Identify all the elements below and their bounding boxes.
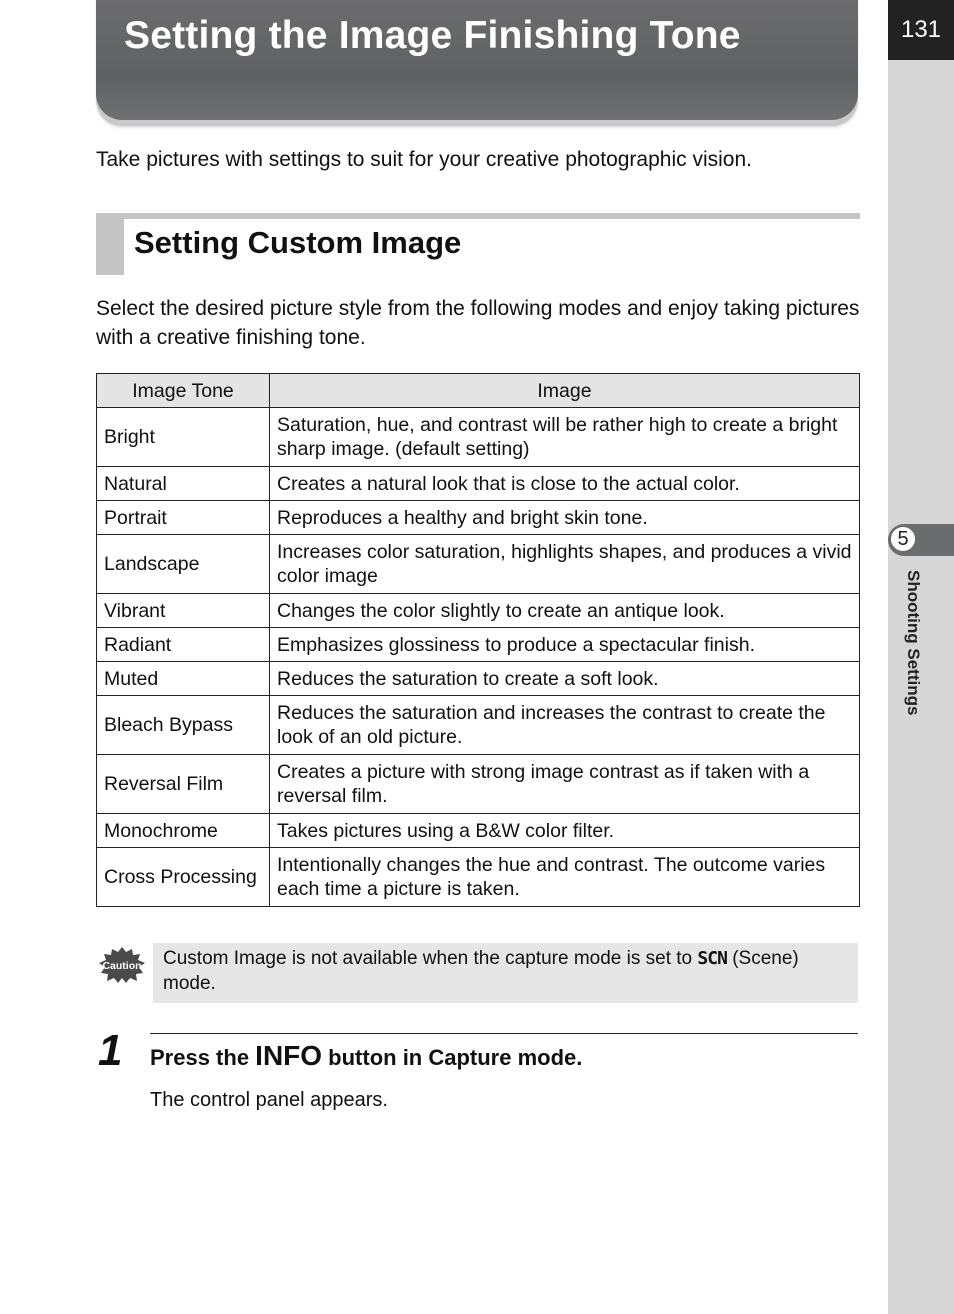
caution-note [153,943,858,1003]
section-rule [96,213,860,219]
table-row [97,408,860,467]
section-description: Select the desired picture style from the following modes and enjoy taking pictures with a creative finishing tone. [96,297,860,349]
chapter-number: 5 [890,526,916,552]
tone-name: Reversal Film [97,755,270,814]
table-row [97,501,860,535]
tone-description: Reduces the saturation and increases the contrast to create the look of an old picture. [270,696,860,755]
tone-description: Emphasizes glossiness to produce a spectacular finish. [270,628,860,662]
table-row [97,594,860,628]
caution-icon [98,946,146,984]
tone-name: Bright [97,408,270,467]
tone-description: Reduces the saturation to create a soft look. [270,662,860,696]
info-button-label: INFO [255,1040,323,1071]
tone-description: Intentionally changes the hue and contrast. The outcome varies each time a picture is taken. [270,848,860,907]
tone-name: Monochrome [97,814,270,848]
page-title: Setting the Image Finishing Tone [124,14,741,57]
caution-icon-label: Caution [102,960,142,972]
tone-name: Natural [97,467,270,501]
tone-description: Saturation, hue, and contrast will be rather high to create a bright sharp image. (default setting) [270,408,860,467]
tone-name: Portrait [97,501,270,535]
table-row [97,848,860,907]
tone-description: Reproduces a healthy and bright skin tone. [270,501,860,535]
scn-mode-icon: SCN [697,948,727,969]
column-header-image-tone: Image Tone [97,374,270,408]
caution-text-before: Custom Image is not available when the capture mode is set to [163,948,698,969]
tone-name: Vibrant [97,594,270,628]
section-header [96,213,860,275]
section-accent-block [96,213,124,275]
table-row [97,628,860,662]
tone-name: Cross Processing [97,848,270,907]
tone-description: Takes pictures using a B&W color filter. [270,814,860,848]
tone-description: Creates a natural look that is close to the actual color. [270,467,860,501]
step-heading-after: button in Capture mode. [322,1045,583,1070]
tone-description: Changes the color slightly to create an antique look. [270,594,860,628]
table-row [97,467,860,501]
tone-description: Increases color saturation, highlights shapes, and produces a vivid color image [270,535,860,594]
table-row [97,535,860,594]
table-row [97,696,860,755]
image-tone-table [96,373,860,907]
column-header-image: Image [270,374,860,408]
section-title: Setting Custom Image [134,225,462,260]
table-row [97,662,860,696]
caution-text-after: (Scene) mode. [163,948,799,994]
table-row [97,814,860,848]
step-note: The control panel appears. [150,1089,388,1111]
page-number: 131 [888,0,954,60]
tone-name: Landscape [97,535,270,594]
step-heading [150,1040,582,1072]
tone-name: Radiant [97,628,270,662]
tone-name: Bleach Bypass [97,696,270,755]
table-header-row [97,374,860,408]
step-rule [150,1033,858,1034]
tone-description: Creates a picture with strong image contrast as if taken with a reversal film. [270,755,860,814]
tone-name: Muted [97,662,270,696]
table-row [97,755,860,814]
step-number: 1 [98,1026,123,1075]
intro-text: Take pictures with settings to suit for your creative photographic vision. [96,148,752,171]
chapter-label: Shooting Settings [904,570,923,716]
step-heading-before: Press the [150,1045,256,1070]
